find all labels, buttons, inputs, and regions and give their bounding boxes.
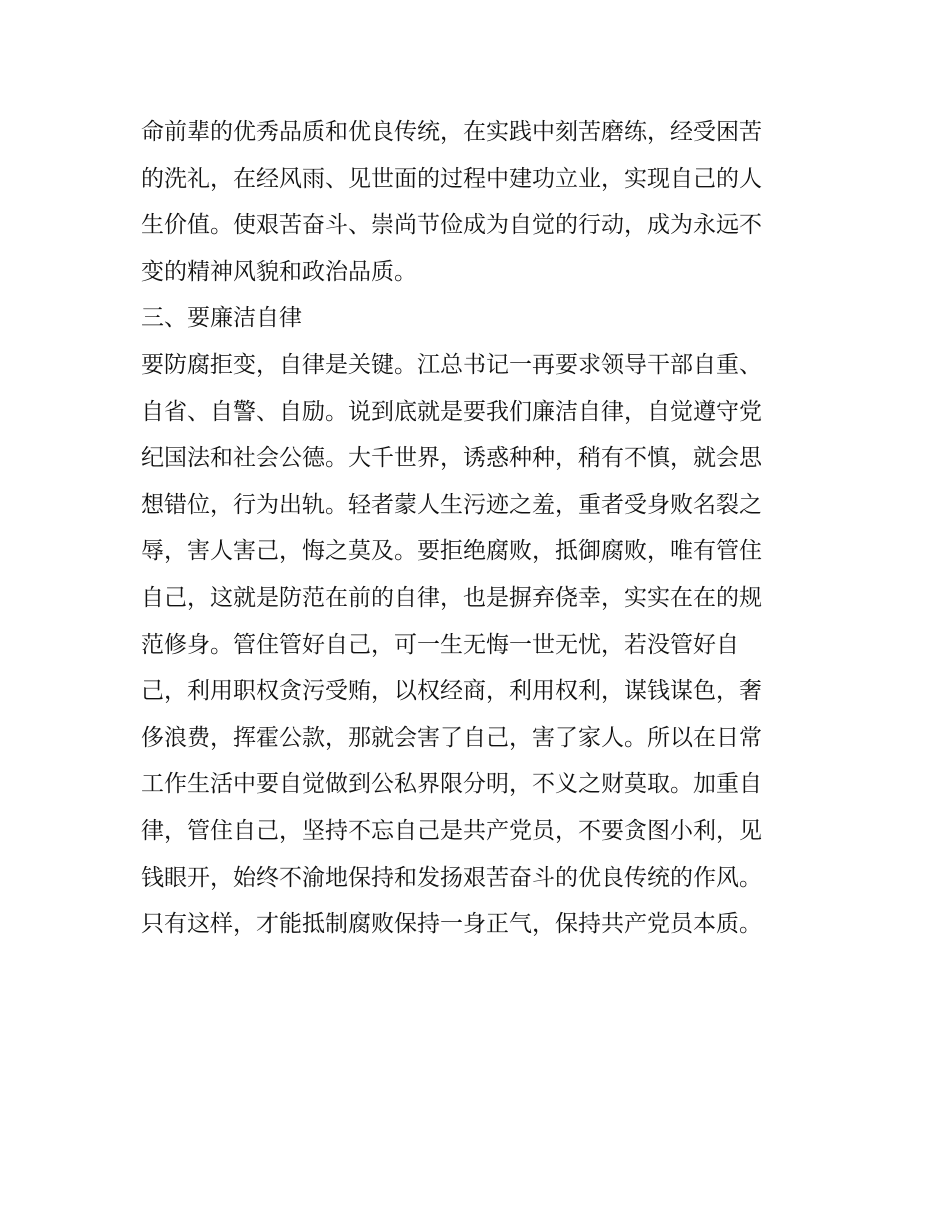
text-line: 要防腐拒变，自律是关键。江总书记一再要求领导干部自重、 (141, 351, 762, 378)
text-line: 工作生活中要自觉做到公私界限分明，不义之财莫取。加重自 (141, 771, 762, 798)
text-line: 想错位，行为出轨。轻者蒙人生污迹之羞，重者受身败名裂之 (141, 491, 762, 518)
text-line: 范修身。管住管好自己，可一生无悔一世无忧，若没管好自 (141, 631, 739, 658)
text-line: 律，管住自己，坚持不忘自己是共产党员，不要贪图小利，见 (141, 817, 762, 844)
text-line: 纪国法和社会公德。大千世界，诱惑种种，稍有不慎，就会思 (141, 445, 762, 472)
text-line: 己，利用职权贪污受贿，以权经商，利用权利，谋钱谋色，奢 (141, 678, 762, 705)
document-body (141, 109, 821, 948)
text-line: 命前辈的优秀品质和优良传统，在实践中刻苦磨练，经受困苦 (141, 119, 762, 145)
text-line: 只有这样，才能抵制腐败保持一身正气，保持共产党员本质。 (141, 911, 762, 938)
text-line: 辱，害人害己，悔之莫及。要拒绝腐败，抵御腐败，唯有管住 (141, 538, 762, 565)
text-line: 钱眼开，始终不渝地保持和发扬艰苦奋斗的优良传统的作风。 (141, 864, 762, 891)
text-line: 自省、自警、自励。说到底就是要我们廉洁自律，自觉遵守党 (141, 398, 762, 425)
text-line: 的洗礼，在经风雨、见世面的过程中建功立业，实现自己的人 (141, 165, 762, 192)
section-heading: 三、要廉洁自律 (141, 305, 302, 332)
text-line: 生价值。使艰苦奋斗、崇尚节俭成为自觉的行动，成为永远不 (141, 212, 762, 239)
text-line: 侈浪费，挥霍公款，那就会害了自己，害了家人。所以在日常 (141, 724, 762, 751)
text-line: 变的精神风貌和政治品质。 (141, 258, 417, 285)
text-line: 自己，这就是防范在前的自律，也是摒弃侥幸，实实在在的规 (141, 584, 762, 611)
